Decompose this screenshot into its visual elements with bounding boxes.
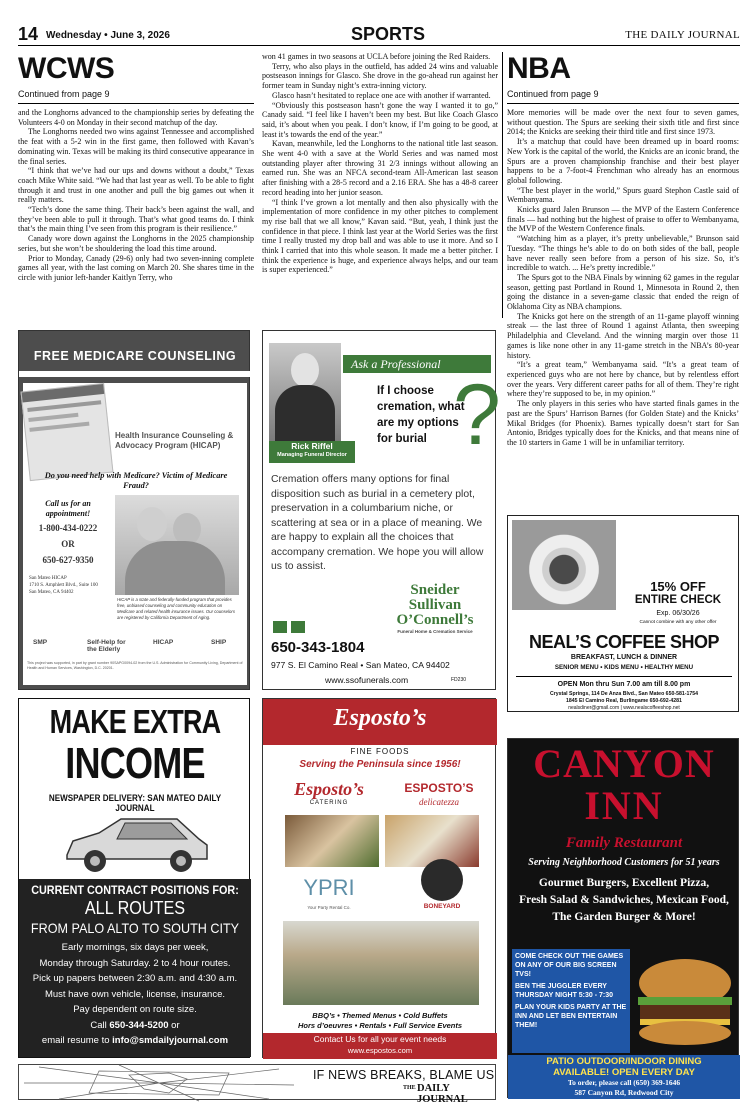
nba-paragraph: Knicks guard Jalen Brunson — the MVP of the Eastern Conference finals — had nothing but the highest of praise to offer to Wembanyama, the MVP of the Western Conference finals. <box>507 205 739 234</box>
canyon-promo-item: BEN THE JUGGLER EVERY THURSDAY NIGHT 5:30 - 7:30 <box>515 983 614 999</box>
funeral-question: If I choose cremation, what are my options for burial <box>377 385 465 445</box>
neals-offer-1: 15% OFF <box>650 579 706 594</box>
neals-exp: Exp. 06/30/26 <box>656 610 700 617</box>
deli-sub: delicatezza <box>419 797 459 807</box>
funeral-address: 977 S. El Camino Real • San Mateo, CA 94402 <box>271 660 450 670</box>
wcws-paragraph: won 41 games in two seasons at UCLA before joining the Red Raiders. <box>262 52 491 61</box>
medicare-address <box>29 575 111 596</box>
broken-glass-graphic <box>19 1065 299 1101</box>
income-line <box>19 1018 251 1034</box>
seniors-photo <box>115 495 239 595</box>
neals-name: NEAL’S COFFEE SHOP <box>528 632 720 652</box>
column-divider <box>502 52 503 318</box>
neals-ad[interactable] <box>507 515 739 712</box>
medicare-title: FREE MEDICARE COUNSELING <box>33 349 237 363</box>
income-area: FROM PALO ALTO TO SOUTH CITY <box>30 920 240 936</box>
income-or: or <box>168 1019 180 1031</box>
canyon-promo <box>512 949 630 1053</box>
income-line: Monday through Saturday. 2 to 4 hour routes. <box>39 957 231 969</box>
food-photo <box>285 815 379 867</box>
funeral-body: Cremation offers many options for final disposition such as burial in a cemetery plot, preservation in a columbarium niche, or scattering at sea or in a place of meaning. We are happy to explain all the choices that accompany cremation. We hope you will allow us to assist. <box>271 474 484 572</box>
wcws-paragraph: Terry, who also plays in the outfield, has added 24 wins and valuable postseason innings for Glasco. She drove in the go-ahead run against her former team in Sunday night’s extra-inning victory. <box>262 61 498 91</box>
ypri-sub: Your Party Rental Co. <box>307 905 351 910</box>
income-lines <box>19 940 251 1049</box>
income-positions: CURRENT CONTRACT POSITIONS FOR: <box>31 883 239 897</box>
medicare-divider <box>19 371 251 377</box>
medicare-card-image <box>21 383 114 481</box>
nba-paragraph: The only players in this series who have started finals games in the past are the Spurs’ Harrison Barnes (for Golden State) and the Knicks’ Mikal Bridges (for Phoenix). Barnes typically doesn’t start for San Antonio, Bridges typically does for the Knicks, and that means nine of the 10 starters in Game 1 will be in unfamiliar territory. <box>507 399 739 447</box>
wcws-paragraph: The Longhorns needed two wins against Tennessee and accomplished the feat with a 5-2 win in the first game, then followed with Kavan’s dominating win. Texas will be making its third consecutive appearance in the final series. <box>18 127 254 166</box>
canyon-inn-ad[interactable] <box>507 738 739 1098</box>
wcws-column-2 <box>262 52 498 320</box>
medicare-program: Health Insurance Counseling & Advocacy Program (HICAP) <box>115 431 234 450</box>
medicare-address-line: San Mateo HICAP <box>29 576 67 581</box>
paper-name: THE DAILY JOURNAL <box>625 29 740 41</box>
ypri-logo: YPRI <box>303 875 355 900</box>
medicare-address-line: 1710 S. Amphlett Blvd., Suite 100 <box>29 583 98 588</box>
nba-continued: Continued from page 9 <box>507 89 599 99</box>
espostos-contact: Contact Us for all your event needs <box>313 1034 447 1044</box>
self-help-logo: Self-Help for the Elderly <box>87 639 126 653</box>
firm-sub: Funeral Home & Cremation Service <box>397 629 473 634</box>
coffee-photo <box>512 520 616 610</box>
funeral-code: FD230 <box>451 677 467 683</box>
canyon-footer <box>508 1055 740 1099</box>
daily-journal-logo: DAILY JOURNAL <box>417 1083 468 1105</box>
neals-location-1: Crystal Springs, 114 De Anza Blvd., San Mateo 650-581-1754 <box>549 691 698 697</box>
wcws-rule <box>18 103 254 104</box>
income-call-label: Call <box>90 1019 110 1031</box>
neals-tag: BREAKFAST, LUNCH & DINNER <box>570 654 678 661</box>
wcws-continued: Continued from page 9 <box>18 89 110 99</box>
boneyard-emblem <box>421 859 463 901</box>
wcws-paragraph: “I think that we’ve had our ups and downs without a doubt,” Texas coach Mike White said. “We had that last year as well. To be able to fight through it and trust in one another and pull the big games out when it really matters. <box>18 166 254 205</box>
firm-name-2: Sullivan <box>408 597 462 613</box>
nba-paragraph: “It’s a great team,” Wembanyama said. “It’s a great team of experienced guys who are not here by chance, but by relentless effort over the years. Very different career paths for all of them. They’re right where they’re supposed to be, in my opinion.” <box>507 360 739 399</box>
boneyard-logo: BONEYARD <box>423 903 461 910</box>
neals-offer-2: ENTIRE CHECK <box>634 594 722 606</box>
director-caption <box>269 441 355 463</box>
canyon-menu <box>508 875 740 926</box>
car-image <box>59 811 213 875</box>
wcws-paragraph: Prior to Monday, Canady (29-6) only had two seven-inning complete games all year, with the last coming on March 20. She shares time in the circle with junior left-hander Kaitlyn Terry, who <box>18 253 254 282</box>
income-subheading: NEWSPAPER DELIVERY: SAN MATEO DAILY JOURNAL <box>48 793 222 813</box>
wcws-paragraph: “I think I’ve grown a lot mentally and then also physically with the implementation of more confidence in my other pitches to complement my rise ball that we all know,” Kavan said. “But, yeah, I think just the confidence in that piece. I think last year at the World Series was the first time I really trusted my drop ball and was able to use it more. And so I think I carried that into this whole season. It made me a better pitcher. I think the experience is huge, and experience always helps, and our team is super experienced.” <box>262 197 498 275</box>
canyon-patio-2: AVAILABLE! OPEN EVERY DAY <box>553 1067 695 1078</box>
income-heading-2: INCOME <box>65 739 205 788</box>
neals-exp-note: Cannot combine with any other offer <box>639 620 717 625</box>
facebook-icon[interactable] <box>273 621 287 633</box>
canyon-order[interactable]: To order, please call (650) 369-1646 <box>567 1078 681 1087</box>
nba-paragraph: The Knicks got here on the strength of an 11-game playoff winning streak — the last three of Round 1 against Atlanta, then sweeping Philadelphia and Cleveland. And the winning margin over those 11 games is like none other in any 11-game stretch in the NBA’s 80-year history. <box>507 311 739 360</box>
question-mark: ? <box>453 367 501 463</box>
canyon-promo-item: PLAN YOUR KIDS PARTY AT THE INN AND LET BEN ENTERTAIN THEM! <box>515 1004 627 1029</box>
smp-logo: SMP <box>33 639 48 646</box>
canyon-family: Family Restaurant <box>565 835 683 851</box>
espostos-fine-foods: FINE FOODS <box>350 747 410 756</box>
medicare-question: Do you need help with Medicare? Victim of Medicare Fraud? <box>44 471 228 490</box>
income-email[interactable]: info@smdailyjournal.com <box>112 1035 229 1046</box>
income-email-label: email resume to <box>41 1035 113 1046</box>
firm-name-1: Sneider <box>410 582 460 598</box>
wcws-paragraph: Canady wore down against the Longhorns in the 2025 championship series, but she won’t be shouldering the load this time around. <box>18 234 254 253</box>
wcws-kicker: WCWS <box>18 52 115 85</box>
medicare-phone-1[interactable]: 1-800-434-0222 <box>38 523 98 533</box>
income-phone[interactable]: 650-344-5200 <box>109 1019 169 1031</box>
canyon-name-2: INN <box>584 783 664 828</box>
funeral-firm <box>379 583 491 636</box>
news-breaks-ad[interactable] <box>18 1064 496 1105</box>
income-routes: ALL ROUTES <box>84 898 186 918</box>
income-line: Pick up papers between 2:30 a.m. and 4:30 a.m. <box>32 973 238 984</box>
medicare-logos <box>27 635 243 655</box>
funeral-ad[interactable] <box>262 330 501 690</box>
ask-banner: Ask a Professional <box>343 355 491 373</box>
nba-paragraph: It’s a matchup that could have been dreamed up in board rooms: New York is the capital of the world, the Knicks are an iconic brand, the Spurs are a proven championship franchise and their best player happens to be a 7-foot-4 Frenchman who already has an enormous global following. <box>507 137 739 185</box>
wcws-paragraph: Kavan, meanwhile, led the Longhorns to the national title last season. She went 4-0 with a save at the World Series and was named most outstanding player after throwing 31 2/3 innings without allowing an earned run. She was an NFCA second-team All-American last season after finishing with a 28-5 record and a 2.16 ERA. She has a 48-8 career record heading into her junior season. <box>262 139 498 197</box>
espostos-logo: Esposto’s <box>333 705 427 731</box>
canyon-menu-line: The Garden Burger & More! <box>552 911 696 923</box>
nba-paragraph: “Watching him as a player, it’s pretty unbelievable,” Brunson said Tuesday. “The things he’s able to do on both sides of the ball, people have never really seen before from a person of his size. So, it’s incredible to watch. ... He’s pretty incredible.” <box>507 234 739 273</box>
income-heading-1: MAKE EXTRA <box>49 703 221 740</box>
social-icon[interactable] <box>291 621 305 633</box>
espostos-since: Serving the Peninsula since 1956! <box>299 759 461 770</box>
espostos-footer <box>263 1033 497 1059</box>
funeral-phone[interactable]: 650-343-1804 <box>271 639 365 656</box>
deli-logo: ESPOSTO’S <box>404 781 474 795</box>
neals-hours: OPEN Mon thru Sun 7.00 am till 8.00 pm <box>557 681 691 688</box>
wcws-paragraph: “Tech’s done the same thing. Their back’s been against the wall, and they’ve been able to pull it through. That’s what good teams do. I think that’s the main thing I’ve seen from this program is their resilience.” <box>18 205 254 234</box>
page-number: 14 <box>18 24 39 44</box>
wcws-paragraph: Glasco hasn’t hesitated to replace one ace with another if warranted. <box>272 90 491 100</box>
director-role: Managing Funeral Director <box>277 452 347 458</box>
funeral-web[interactable]: www.ssofunerals.com <box>325 675 409 685</box>
nba-paragraph: The Spurs got to the NBA Finals by winning 62 games in the regular season, getting past Portland in Round 1, Minnesota in Round 2, then going the distance in a seven-game classic that ended the reign of Oklahoma City as NBA champions. <box>507 272 739 312</box>
neals-rule <box>516 676 732 677</box>
ship-logo: SHIP <box>211 639 227 646</box>
hicap-logo: HICAP <box>153 639 174 646</box>
nba-paragraph: More memories will be made over the next four to seven games, without question. The Spurs are seeking their sixth title and first since 2014; the Knicks are seeking their third title and first since 1973. <box>507 108 739 137</box>
medicare-address-line: San Mateo, CA 94402 <box>29 590 74 595</box>
neals-menus: SENIOR MENU • KIDS MENU • HEALTHY MENU <box>554 664 694 671</box>
espostos-ad[interactable] <box>262 698 496 1058</box>
income-line <box>19 1033 251 1049</box>
medicare-blurb: HICAP is a state and federally-funded program that provides free, unbiased counseling and community education on Medicare and related health insurance issues. Our counselors are registered by California Department of Aging. <box>117 597 235 620</box>
canyon-patio-1: PATIO OUTDOOR/INDOOR DINING <box>546 1056 702 1067</box>
income-line: Pay dependent on route size. <box>73 1004 197 1015</box>
news-breaks-text: IF NEWS BREAKS, BLAME US <box>313 1068 495 1082</box>
medicare-ad[interactable] <box>18 330 250 690</box>
neals-location-2: 1845 El Camino Real, Burlingame 650-692-4281 <box>566 698 682 704</box>
neals-contact[interactable]: nealsdiner@gmail.com | www.nealscoffeeshop.net <box>568 705 680 711</box>
director-name: Rick Riffel <box>291 441 333 451</box>
canyon-menu-line: Fresh Salad & Sandwiches, Mexican Food, <box>519 894 729 906</box>
catering-sub: CATERING <box>309 800 349 806</box>
espostos-services-1: BBQ’s • Themed Menus • Cold Buffets <box>312 1011 448 1020</box>
nba-column <box>507 108 739 500</box>
wcws-paragraph: “Obviously this postseason hasn’t gone the way I wanted it to go,” Canady said. “I feel like I haven’t been my best. But like Coach Glasco said, it’s about when you peak. I don’t know, if I’m going to be good, at least it’s towards the end of the year.” <box>262 100 498 139</box>
medicare-call: Call us for an appointment! <box>45 499 91 518</box>
event-photo <box>283 921 479 1005</box>
daily-journal-the: THE <box>403 1085 416 1091</box>
canyon-name-1: CANYON <box>533 741 715 786</box>
espostos-services-2: Hors d’oeuvres • Rentals • Full Service Events <box>297 1021 463 1030</box>
issue-date: Wednesday • June 3, 2026 <box>46 30 170 41</box>
income-line: Early mornings, six days per week, <box>61 942 209 953</box>
nba-rule <box>507 103 739 104</box>
wcws-column-1 <box>18 108 254 320</box>
medicare-phone-2[interactable]: 650-627-9350 <box>42 555 94 565</box>
catering-logo: Esposto’s <box>294 779 364 799</box>
nba-paragraph: “The best player in the world,” Spurs guard Stephon Castle said of Wembanyama. <box>507 185 739 205</box>
burger-image <box>634 953 736 1049</box>
canyon-menu-line: Gourmet Burgers, Excellent Pizza, <box>538 877 710 889</box>
income-details <box>19 879 251 1057</box>
medicare-or: OR <box>61 539 75 549</box>
canyon-promo-item: COME CHECK OUT THE GAMES ON ANY OF OUR BIG SCREEN TVS! <box>515 953 624 978</box>
wcws-paragraph: and the Longhorns advanced to the championship series by defeating the Volunteers 4-0 on Monday in their second matchup of the day. <box>18 108 254 127</box>
income-line: Must have own vehicle, license, insurance. <box>44 988 226 1000</box>
income-ad[interactable] <box>18 698 250 1058</box>
nba-kicker: NBA <box>507 52 571 85</box>
food-photo <box>385 815 479 867</box>
canyon-serving: Serving Neighborhood Customers for 51 years <box>528 857 720 868</box>
espostos-web[interactable]: www.espostos.com <box>347 1046 413 1055</box>
canyon-address: 587 Canyon Rd, Redwood City <box>574 1088 674 1097</box>
section-name: SPORTS <box>350 24 425 44</box>
firm-name-3: O’Connell’s <box>396 612 474 628</box>
medicare-fine-print: This project was supported, in part by grant number 90SAPG0094-02 from the U.S. Administration for Community Living, Department of Health and Human Services, Washington, D.C. 20201. <box>27 661 243 670</box>
page-header <box>18 24 740 46</box>
